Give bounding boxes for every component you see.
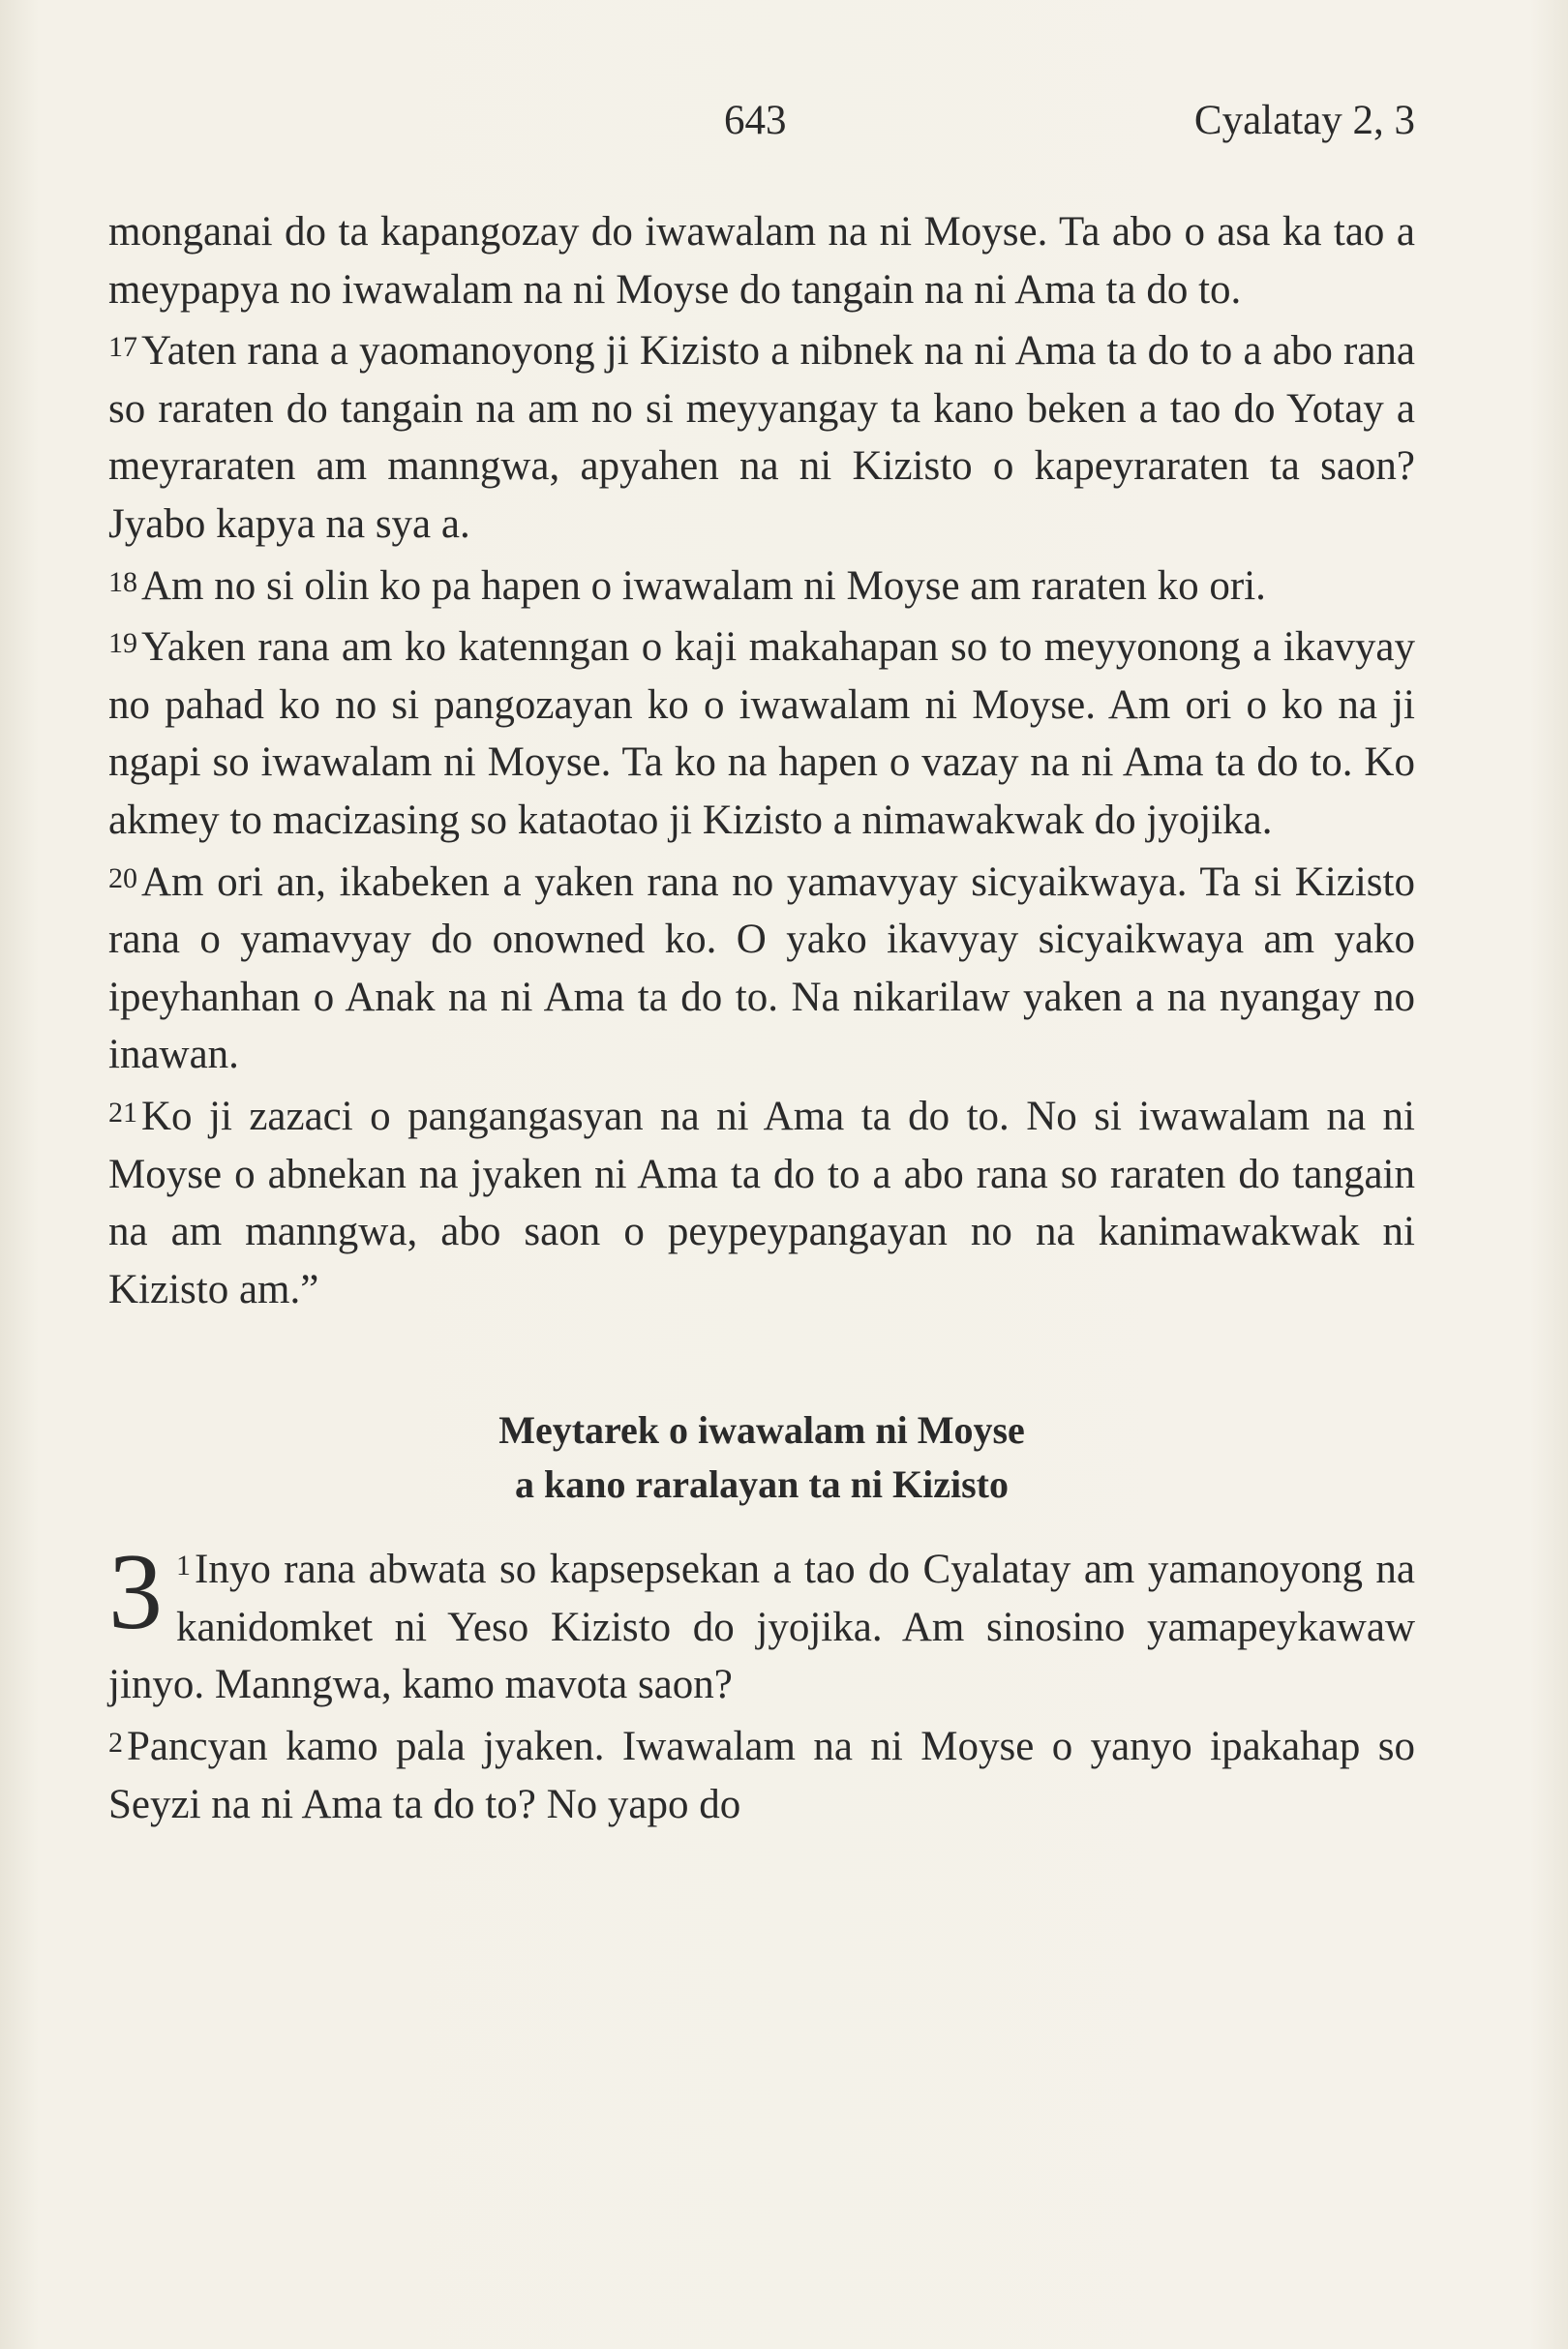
- verse-number: 21: [108, 1096, 137, 1129]
- section-heading-line-1: Meytarek o iwawalam ni Moyse: [498, 1408, 1025, 1453]
- page-body: [108, 203, 1415, 1833]
- verse-number: 20: [108, 861, 137, 894]
- page-number: 643: [724, 98, 787, 143]
- verse-text: Inyo rana abwata so kapsepsekan a tao do Cyalatay am yamanoyong na kanidomket ni Yeso Kizisto do jyojika. Am sinosino yamapeykawaw jinyo. Manngwa, kamo mavota saon?: [108, 1547, 1415, 1708]
- verse-number: 17: [108, 331, 137, 364]
- verse-number: 19: [108, 627, 137, 660]
- verse-21: [108, 1084, 1415, 1318]
- verse-text: Yaken rana am ko katenngan o kaji makahapan so to meyyonong a ikavyay no pahad ko no si pangozayan ko o iwawalam ni Moyse. Am ori o ko na ji ngapi so iwawalam ni Moyse. Ta ko na hapen o vazay na ni Ama ta do to. Ko akmey to macizasing so kataotao ji Kizisto a nimawakwak do jyojika.: [108, 624, 1415, 843]
- chapter-number: 3: [108, 1532, 163, 1653]
- chapter-verse-1: [108, 1532, 1415, 1714]
- verse-number: 1: [176, 1550, 191, 1582]
- page-header: [0, 97, 1568, 155]
- verse-number: 2: [108, 1727, 123, 1760]
- verse-text: Yaten rana a yaomanoyong ji Kizisto a nibnek na ni Ama ta do to a abo rana so raraten do tangain na am no si meyyangay ta kano beken a tao do Yotay a meyraraten am manngwa, apyahen na ni Kizisto o kapeyraraten ta saon? Jyabo kapya na sya a.: [108, 328, 1415, 547]
- verse-20: [108, 850, 1415, 1084]
- verse-text: Am no si olin ko pa hapen o iwawalam ni Moyse am raraten ko ori.: [141, 562, 1266, 609]
- paragraph-continued: [108, 203, 1415, 318]
- chapter-verse-2: [108, 1714, 1415, 1833]
- verse-18: [108, 554, 1415, 616]
- verse-number: 18: [108, 565, 137, 598]
- verse-19: [108, 615, 1415, 849]
- section-heading: [108, 1403, 1415, 1512]
- verse-17: [108, 318, 1415, 553]
- running-head: Cyalatay 2, 3: [1193, 98, 1415, 143]
- verse-text: Am ori an, ikabeken a yaken rana no yamavyay sicyaikwaya. Ta si Kizisto rana o yamavyay do onowned ko. O yako ikavyay sicyaikwaya am yako ipeyhanhan o Anak na ni Ama ta do to. Na nikarilaw yaken a na nyangay no inawan.: [108, 858, 1415, 1078]
- verse-text: Ko ji zazaci o pangangasyan na ni Ama ta do to. No si iwawalam na ni Moyse o abnekan na jyaken ni Ama ta do to a abo rana so raraten do tangain na am manngwa, abo saon o peypeypangayan no na kanimawakwak ni Kizisto am.”: [108, 1093, 1415, 1312]
- paragraph-text: monganai do ta kapangozay do iwawalam na ni Moyse. Ta abo o asa ka tao a meypapya no iwawalam na ni Moyse do tangain na ni Ama ta do to.: [108, 209, 1415, 313]
- verse-text: Pancyan kamo pala jyaken. Iwawalam na ni Moyse o yanyo ipakahap so Seyzi na ni Ama ta do to? No yapo do: [108, 1724, 1415, 1827]
- section-heading-line-2: a kano raralayan ta ni Kizisto: [514, 1462, 1010, 1507]
